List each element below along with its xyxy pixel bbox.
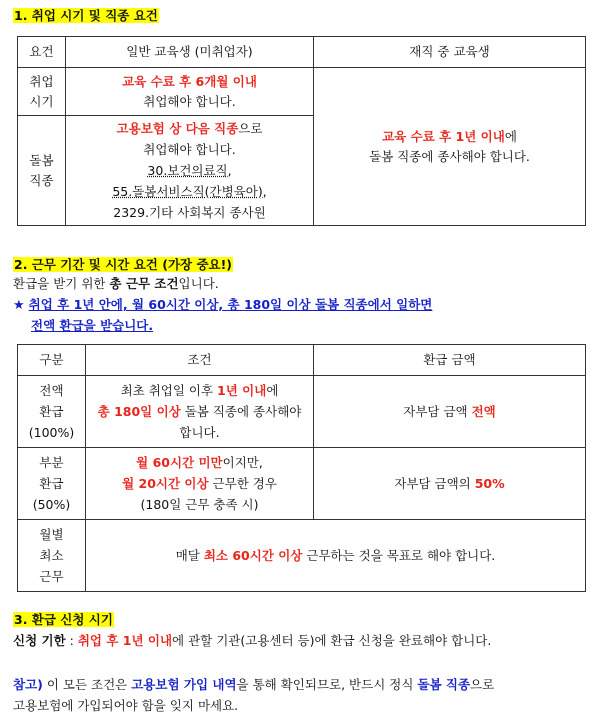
employed-condition-cell: 교육 수료 후 1년 이내에 돌봄 직종에 종사해야 합니다. — [314, 68, 586, 226]
section2-title: 2. 근무 기간 및 시간 요건 (가장 중요!) — [14, 257, 233, 272]
note-line1: 참고) 이 모든 조건은 고용보험 가입 내역을 통해 확인되므로, 반드시 정식 돌봄 직종으로 — [13, 677, 495, 692]
star-icon: ★ — [13, 298, 25, 313]
monthly-condition-cell: 매달 최소 60시간 이상 근무하는 것을 목표로 해야 합니다. — [86, 520, 586, 592]
note-line2: 고용보험에 가입되어야 함을 잊지 마세요. — [13, 698, 239, 713]
work-period-table — [17, 344, 586, 592]
general-timing-cell: 교육 수료 후 6개월 이내 취업해야 합니다. — [66, 68, 314, 116]
full-condition-cell: 최초 취업일 이후 1년 이내에 총 180일 이상 돌봄 직종에 종사해야 합니다. — [86, 376, 314, 448]
header-category: 구분 — [18, 345, 86, 376]
deadline-line: 신청 기한 : 취업 후 1년 이내에 관할 기관(고용센터 등)에 환급 신청을 완료해야 합니다. — [13, 633, 492, 648]
header-requirement: 요건 — [18, 37, 66, 68]
employment-requirements-table — [17, 36, 586, 226]
row-label-timing: 취업 시기 — [18, 68, 66, 116]
row-label-partial: 부분 환급 (50%) — [18, 448, 86, 520]
section1-title: 1. 취업 시기 및 직종 요건 — [14, 8, 158, 23]
header-refund: 환급 금액 — [314, 345, 586, 376]
general-occupation-cell: 고용보험 상 다음 직종으로 취업해야 합니다. 30.보건의료직, 55.돌봄서비스직(간병육아), 2329.기타 사회복지 종사원 — [66, 116, 314, 226]
partial-condition-cell: 월 60시간 미만이지만, 월 20시간 이상 근무한 경우 (180일 근무 충족 시) — [86, 448, 314, 520]
header-employed: 재직 중 교육생 — [314, 37, 586, 68]
row-label-full: 전액 환급 (100%) — [18, 376, 86, 448]
section3-title: 3. 환급 신청 시기 — [14, 612, 113, 627]
key-condition-line1: ★ 취업 후 1년 안에, 월 60시간 이상, 총 180일 이상 돌봄 직종에서 일하면 — [13, 297, 433, 313]
section2-intro: 환급을 받기 위한 총 근무 조건입니다. — [13, 276, 219, 291]
row-label-occupation: 돌봄 직종 — [18, 116, 66, 226]
full-refund-cell: 자부담 금액 전액 — [314, 376, 586, 448]
partial-refund-cell: 자부담 금액의 50% — [314, 448, 586, 520]
row-label-monthly: 월별 최소 근무 — [18, 520, 86, 592]
key-condition-line2: 전액 환급을 받습니다. — [31, 318, 154, 333]
header-condition: 조건 — [86, 345, 314, 376]
header-general: 일반 교육생 (미취업자) — [66, 37, 314, 68]
